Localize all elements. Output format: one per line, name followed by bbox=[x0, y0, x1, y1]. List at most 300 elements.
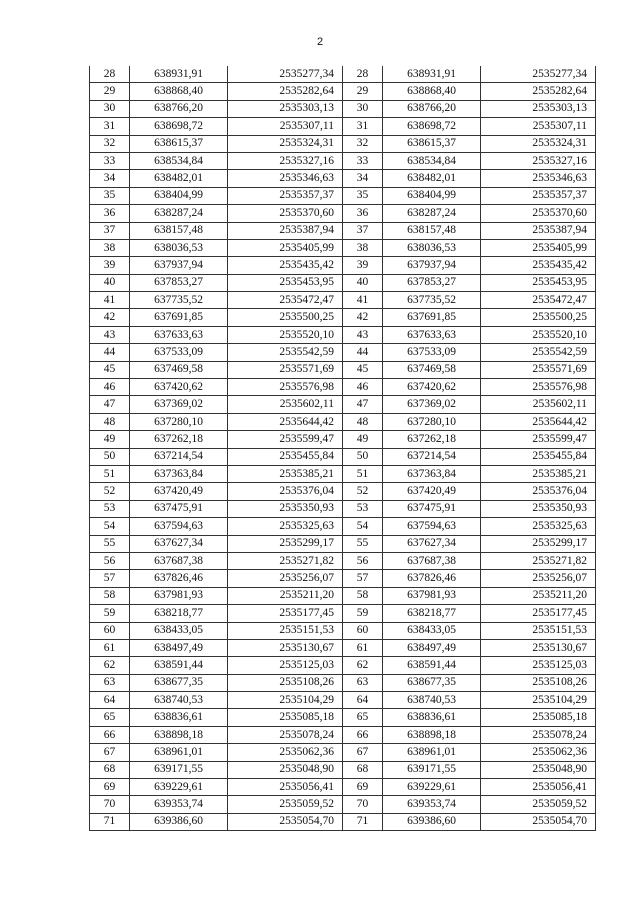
y-coordinate-cell: 2535054,70 bbox=[481, 813, 596, 830]
y-coordinate-cell: 2535303,13 bbox=[481, 100, 596, 117]
point-number-cell: 58 bbox=[343, 587, 383, 604]
table-row bbox=[90, 135, 343, 152]
table-row bbox=[343, 465, 596, 482]
x-coordinate-cell: 639353,74 bbox=[383, 796, 481, 813]
x-coordinate-cell: 637420,62 bbox=[130, 379, 228, 396]
point-number-cell: 54 bbox=[343, 518, 383, 535]
x-coordinate-cell: 637937,94 bbox=[383, 257, 481, 274]
y-coordinate-cell: 2535104,29 bbox=[481, 692, 596, 709]
table-row bbox=[343, 535, 596, 552]
y-coordinate-cell: 2535211,20 bbox=[481, 587, 596, 604]
coordinates-table-right bbox=[342, 66, 596, 831]
y-coordinate-cell: 2535453,95 bbox=[228, 274, 343, 291]
table-row bbox=[343, 761, 596, 778]
x-coordinate-cell: 637262,18 bbox=[383, 431, 481, 448]
point-number-cell: 34 bbox=[343, 170, 383, 187]
point-number-cell: 33 bbox=[90, 152, 130, 169]
point-number-cell: 31 bbox=[343, 118, 383, 135]
point-number-cell: 51 bbox=[90, 465, 130, 482]
x-coordinate-cell: 637633,63 bbox=[130, 326, 228, 343]
point-number-cell: 61 bbox=[90, 639, 130, 656]
x-coordinate-cell: 638740,53 bbox=[383, 692, 481, 709]
point-number-cell: 46 bbox=[343, 379, 383, 396]
y-coordinate-cell: 2535151,53 bbox=[481, 622, 596, 639]
table-row bbox=[90, 326, 343, 343]
table-row bbox=[90, 605, 343, 622]
point-number-cell: 37 bbox=[343, 222, 383, 239]
y-coordinate-cell: 2535520,10 bbox=[481, 326, 596, 343]
point-number-cell: 41 bbox=[343, 292, 383, 309]
table-row bbox=[343, 326, 596, 343]
x-coordinate-cell: 638482,01 bbox=[383, 170, 481, 187]
x-coordinate-cell: 638287,24 bbox=[130, 205, 228, 222]
point-number-cell: 65 bbox=[343, 709, 383, 726]
y-coordinate-cell: 2535056,41 bbox=[228, 779, 343, 796]
table-row bbox=[90, 83, 343, 100]
x-coordinate-cell: 637420,62 bbox=[383, 379, 481, 396]
x-coordinate-cell: 637262,18 bbox=[130, 431, 228, 448]
table-row bbox=[90, 570, 343, 587]
y-coordinate-cell: 2535108,26 bbox=[228, 674, 343, 691]
x-coordinate-cell: 637369,02 bbox=[130, 396, 228, 413]
table-row bbox=[343, 518, 596, 535]
point-number-cell: 47 bbox=[343, 396, 383, 413]
table-row bbox=[343, 709, 596, 726]
point-number-cell: 28 bbox=[343, 66, 383, 83]
x-coordinate-cell: 637627,34 bbox=[130, 535, 228, 552]
table-row bbox=[90, 431, 343, 448]
y-coordinate-cell: 2535325,63 bbox=[228, 518, 343, 535]
y-coordinate-cell: 2535472,47 bbox=[481, 292, 596, 309]
x-coordinate-cell: 638931,91 bbox=[383, 66, 481, 83]
x-coordinate-cell: 638433,05 bbox=[383, 622, 481, 639]
x-coordinate-cell: 637687,38 bbox=[130, 552, 228, 569]
x-coordinate-cell: 638591,44 bbox=[130, 657, 228, 674]
table-row bbox=[90, 518, 343, 535]
x-coordinate-cell: 638931,91 bbox=[130, 66, 228, 83]
x-coordinate-cell: 638287,24 bbox=[383, 205, 481, 222]
table-row bbox=[90, 674, 343, 691]
x-coordinate-cell: 638961,01 bbox=[130, 744, 228, 761]
point-number-cell: 42 bbox=[343, 309, 383, 326]
y-coordinate-cell: 2535542,59 bbox=[481, 344, 596, 361]
y-coordinate-cell: 2535435,42 bbox=[228, 257, 343, 274]
table-row bbox=[343, 796, 596, 813]
y-coordinate-cell: 2535357,37 bbox=[228, 187, 343, 204]
y-coordinate-cell: 2535104,29 bbox=[228, 692, 343, 709]
y-coordinate-cell: 2535048,90 bbox=[228, 761, 343, 778]
point-number-cell: 40 bbox=[90, 274, 130, 291]
point-number-cell: 55 bbox=[343, 535, 383, 552]
coordinates-table-left-body bbox=[90, 66, 343, 831]
point-number-cell: 44 bbox=[343, 344, 383, 361]
point-number-cell: 31 bbox=[90, 118, 130, 135]
table-row bbox=[90, 344, 343, 361]
table-row bbox=[90, 639, 343, 656]
x-coordinate-cell: 637533,09 bbox=[130, 344, 228, 361]
x-coordinate-cell: 639229,61 bbox=[130, 779, 228, 796]
x-coordinate-cell: 638677,35 bbox=[383, 674, 481, 691]
table-row bbox=[90, 483, 343, 500]
table-row bbox=[343, 744, 596, 761]
y-coordinate-cell: 2535325,63 bbox=[481, 518, 596, 535]
y-coordinate-cell: 2535387,94 bbox=[481, 222, 596, 239]
y-coordinate-cell: 2535500,25 bbox=[228, 309, 343, 326]
table-row bbox=[90, 692, 343, 709]
table-row bbox=[90, 292, 343, 309]
y-coordinate-cell: 2535599,47 bbox=[481, 431, 596, 448]
y-coordinate-cell: 2535062,36 bbox=[481, 744, 596, 761]
x-coordinate-cell: 638036,53 bbox=[130, 239, 228, 256]
table-row bbox=[343, 692, 596, 709]
x-coordinate-cell: 639171,55 bbox=[130, 761, 228, 778]
point-number-cell: 55 bbox=[90, 535, 130, 552]
x-coordinate-cell: 637981,93 bbox=[130, 587, 228, 604]
y-coordinate-cell: 2535177,45 bbox=[228, 605, 343, 622]
x-coordinate-cell: 638404,99 bbox=[383, 187, 481, 204]
y-coordinate-cell: 2535085,18 bbox=[228, 709, 343, 726]
y-coordinate-cell: 2535299,17 bbox=[481, 535, 596, 552]
x-coordinate-cell: 637420,49 bbox=[130, 483, 228, 500]
x-coordinate-cell: 638836,61 bbox=[130, 709, 228, 726]
table-row bbox=[343, 379, 596, 396]
table-row bbox=[343, 187, 596, 204]
y-coordinate-cell: 2535644,42 bbox=[228, 413, 343, 430]
x-coordinate-cell: 637594,63 bbox=[130, 518, 228, 535]
table-row bbox=[90, 779, 343, 796]
coordinates-table-right-body bbox=[343, 66, 596, 831]
y-coordinate-cell: 2535277,34 bbox=[228, 66, 343, 83]
table-row bbox=[90, 465, 343, 482]
x-coordinate-cell: 638218,77 bbox=[130, 605, 228, 622]
point-number-cell: 30 bbox=[90, 100, 130, 117]
table-row bbox=[90, 205, 343, 222]
point-number-cell: 50 bbox=[343, 448, 383, 465]
table-row bbox=[90, 274, 343, 291]
table-row bbox=[343, 500, 596, 517]
x-coordinate-cell: 639171,55 bbox=[383, 761, 481, 778]
point-number-cell: 56 bbox=[343, 552, 383, 569]
point-number-cell: 49 bbox=[343, 431, 383, 448]
x-coordinate-cell: 638157,48 bbox=[383, 222, 481, 239]
x-coordinate-cell: 637475,91 bbox=[383, 500, 481, 517]
table-row bbox=[90, 170, 343, 187]
point-number-cell: 43 bbox=[343, 326, 383, 343]
y-coordinate-cell: 2535059,52 bbox=[481, 796, 596, 813]
table-row bbox=[343, 396, 596, 413]
y-coordinate-cell: 2535059,52 bbox=[228, 796, 343, 813]
y-coordinate-cell: 2535602,11 bbox=[228, 396, 343, 413]
point-number-cell: 60 bbox=[343, 622, 383, 639]
point-number-cell: 45 bbox=[90, 361, 130, 378]
x-coordinate-cell: 638766,20 bbox=[130, 100, 228, 117]
point-number-cell: 48 bbox=[343, 413, 383, 430]
y-coordinate-cell: 2535130,67 bbox=[481, 639, 596, 656]
point-number-cell: 57 bbox=[90, 570, 130, 587]
y-coordinate-cell: 2535385,21 bbox=[481, 465, 596, 482]
point-number-cell: 64 bbox=[90, 692, 130, 709]
x-coordinate-cell: 639353,74 bbox=[130, 796, 228, 813]
y-coordinate-cell: 2535282,64 bbox=[481, 83, 596, 100]
table-row bbox=[90, 396, 343, 413]
point-number-cell: 43 bbox=[90, 326, 130, 343]
table-row bbox=[343, 83, 596, 100]
point-number-cell: 51 bbox=[343, 465, 383, 482]
y-coordinate-cell: 2535455,84 bbox=[481, 448, 596, 465]
table-row bbox=[90, 66, 343, 83]
x-coordinate-cell: 638898,18 bbox=[383, 726, 481, 743]
table-row bbox=[343, 413, 596, 430]
y-coordinate-cell: 2535599,47 bbox=[228, 431, 343, 448]
point-number-cell: 29 bbox=[343, 83, 383, 100]
y-coordinate-cell: 2535370,60 bbox=[481, 205, 596, 222]
y-coordinate-cell: 2535405,99 bbox=[481, 239, 596, 256]
point-number-cell: 30 bbox=[343, 100, 383, 117]
x-coordinate-cell: 637981,93 bbox=[383, 587, 481, 604]
point-number-cell: 32 bbox=[90, 135, 130, 152]
y-coordinate-cell: 2535350,93 bbox=[481, 500, 596, 517]
table-row bbox=[90, 761, 343, 778]
y-coordinate-cell: 2535376,04 bbox=[228, 483, 343, 500]
y-coordinate-cell: 2535405,99 bbox=[228, 239, 343, 256]
x-coordinate-cell: 637826,46 bbox=[130, 570, 228, 587]
table-row bbox=[90, 152, 343, 169]
y-coordinate-cell: 2535056,41 bbox=[481, 779, 596, 796]
x-coordinate-cell: 638433,05 bbox=[130, 622, 228, 639]
point-number-cell: 37 bbox=[90, 222, 130, 239]
point-number-cell: 71 bbox=[90, 813, 130, 830]
x-coordinate-cell: 638836,61 bbox=[383, 709, 481, 726]
table-row bbox=[343, 570, 596, 587]
point-number-cell: 45 bbox=[343, 361, 383, 378]
table-row bbox=[343, 552, 596, 569]
x-coordinate-cell: 637363,84 bbox=[130, 465, 228, 482]
table-row bbox=[343, 292, 596, 309]
table-row bbox=[343, 726, 596, 743]
x-coordinate-cell: 638698,72 bbox=[383, 118, 481, 135]
point-number-cell: 62 bbox=[343, 657, 383, 674]
table-row bbox=[343, 674, 596, 691]
y-coordinate-cell: 2535576,98 bbox=[228, 379, 343, 396]
table-row bbox=[343, 448, 596, 465]
point-number-cell: 46 bbox=[90, 379, 130, 396]
y-coordinate-cell: 2535078,24 bbox=[481, 726, 596, 743]
x-coordinate-cell: 638698,72 bbox=[130, 118, 228, 135]
table-row bbox=[343, 152, 596, 169]
x-coordinate-cell: 637469,58 bbox=[383, 361, 481, 378]
table-row bbox=[90, 100, 343, 117]
table-row bbox=[90, 379, 343, 396]
y-coordinate-cell: 2535125,03 bbox=[481, 657, 596, 674]
y-coordinate-cell: 2535370,60 bbox=[228, 205, 343, 222]
table-row bbox=[90, 239, 343, 256]
x-coordinate-cell: 638615,37 bbox=[383, 135, 481, 152]
point-number-cell: 65 bbox=[90, 709, 130, 726]
y-coordinate-cell: 2535125,03 bbox=[228, 657, 343, 674]
point-number-cell: 53 bbox=[90, 500, 130, 517]
point-number-cell: 32 bbox=[343, 135, 383, 152]
table-row bbox=[343, 344, 596, 361]
point-number-cell: 67 bbox=[90, 744, 130, 761]
y-coordinate-cell: 2535054,70 bbox=[228, 813, 343, 830]
y-coordinate-cell: 2535307,11 bbox=[228, 118, 343, 135]
table-row bbox=[343, 639, 596, 656]
point-number-cell: 41 bbox=[90, 292, 130, 309]
x-coordinate-cell: 637214,54 bbox=[130, 448, 228, 465]
point-number-cell: 35 bbox=[90, 187, 130, 204]
table-row bbox=[343, 257, 596, 274]
x-coordinate-cell: 637937,94 bbox=[130, 257, 228, 274]
point-number-cell: 33 bbox=[343, 152, 383, 169]
x-coordinate-cell: 639386,60 bbox=[130, 813, 228, 830]
y-coordinate-cell: 2535500,25 bbox=[481, 309, 596, 326]
y-coordinate-cell: 2535303,13 bbox=[228, 100, 343, 117]
x-coordinate-cell: 638534,84 bbox=[130, 152, 228, 169]
x-coordinate-cell: 638615,37 bbox=[130, 135, 228, 152]
x-coordinate-cell: 638534,84 bbox=[383, 152, 481, 169]
x-coordinate-cell: 637853,27 bbox=[130, 274, 228, 291]
table-row bbox=[343, 309, 596, 326]
table-row bbox=[90, 796, 343, 813]
x-coordinate-cell: 637594,63 bbox=[383, 518, 481, 535]
y-coordinate-cell: 2535211,20 bbox=[228, 587, 343, 604]
y-coordinate-cell: 2535062,36 bbox=[228, 744, 343, 761]
point-number-cell: 67 bbox=[343, 744, 383, 761]
point-number-cell: 54 bbox=[90, 518, 130, 535]
point-number-cell: 57 bbox=[343, 570, 383, 587]
table-row bbox=[343, 622, 596, 639]
y-coordinate-cell: 2535346,63 bbox=[228, 170, 343, 187]
point-number-cell: 38 bbox=[343, 239, 383, 256]
point-number-cell: 35 bbox=[343, 187, 383, 204]
y-coordinate-cell: 2535299,17 bbox=[228, 535, 343, 552]
point-number-cell: 28 bbox=[90, 66, 130, 83]
point-number-cell: 39 bbox=[90, 257, 130, 274]
y-coordinate-cell: 2535085,18 bbox=[481, 709, 596, 726]
point-number-cell: 63 bbox=[90, 674, 130, 691]
table-row bbox=[343, 205, 596, 222]
point-number-cell: 53 bbox=[343, 500, 383, 517]
table-row bbox=[90, 448, 343, 465]
point-number-cell: 60 bbox=[90, 622, 130, 639]
table-row bbox=[343, 605, 596, 622]
y-coordinate-cell: 2535453,95 bbox=[481, 274, 596, 291]
point-number-cell: 68 bbox=[343, 761, 383, 778]
point-number-cell: 49 bbox=[90, 431, 130, 448]
table-row bbox=[343, 66, 596, 83]
point-number-cell: 50 bbox=[90, 448, 130, 465]
y-coordinate-cell: 2535108,26 bbox=[481, 674, 596, 691]
y-coordinate-cell: 2535571,69 bbox=[481, 361, 596, 378]
x-coordinate-cell: 638404,99 bbox=[130, 187, 228, 204]
table-row bbox=[90, 535, 343, 552]
table-row bbox=[90, 309, 343, 326]
x-coordinate-cell: 638218,77 bbox=[383, 605, 481, 622]
x-coordinate-cell: 637627,34 bbox=[383, 535, 481, 552]
x-coordinate-cell: 638677,35 bbox=[130, 674, 228, 691]
x-coordinate-cell: 638497,49 bbox=[383, 639, 481, 656]
table-row bbox=[90, 709, 343, 726]
y-coordinate-cell: 2535151,53 bbox=[228, 622, 343, 639]
point-number-cell: 69 bbox=[90, 779, 130, 796]
point-number-cell: 52 bbox=[343, 483, 383, 500]
y-coordinate-cell: 2535130,67 bbox=[228, 639, 343, 656]
x-coordinate-cell: 637475,91 bbox=[130, 500, 228, 517]
y-coordinate-cell: 2535078,24 bbox=[228, 726, 343, 743]
y-coordinate-cell: 2535048,90 bbox=[481, 761, 596, 778]
y-coordinate-cell: 2535376,04 bbox=[481, 483, 596, 500]
x-coordinate-cell: 637633,63 bbox=[383, 326, 481, 343]
y-coordinate-cell: 2535277,34 bbox=[481, 66, 596, 83]
x-coordinate-cell: 638497,49 bbox=[130, 639, 228, 656]
point-number-cell: 69 bbox=[343, 779, 383, 796]
table-row bbox=[343, 779, 596, 796]
table-row bbox=[343, 222, 596, 239]
table-row bbox=[90, 257, 343, 274]
x-coordinate-cell: 637420,49 bbox=[383, 483, 481, 500]
table-row bbox=[343, 239, 596, 256]
x-coordinate-cell: 638868,40 bbox=[383, 83, 481, 100]
point-number-cell: 70 bbox=[90, 796, 130, 813]
x-coordinate-cell: 637691,85 bbox=[130, 309, 228, 326]
coordinates-table-left bbox=[89, 66, 343, 831]
table-row bbox=[90, 587, 343, 604]
x-coordinate-cell: 637369,02 bbox=[383, 396, 481, 413]
table-row bbox=[343, 118, 596, 135]
y-coordinate-cell: 2535520,10 bbox=[228, 326, 343, 343]
y-coordinate-cell: 2535177,45 bbox=[481, 605, 596, 622]
point-number-cell: 61 bbox=[343, 639, 383, 656]
table-row bbox=[90, 726, 343, 743]
table-row bbox=[90, 552, 343, 569]
x-coordinate-cell: 638898,18 bbox=[130, 726, 228, 743]
point-number-cell: 63 bbox=[343, 674, 383, 691]
x-coordinate-cell: 637735,52 bbox=[383, 292, 481, 309]
y-coordinate-cell: 2535271,82 bbox=[481, 552, 596, 569]
table-row bbox=[90, 222, 343, 239]
x-coordinate-cell: 637853,27 bbox=[383, 274, 481, 291]
table-row bbox=[343, 100, 596, 117]
point-number-cell: 38 bbox=[90, 239, 130, 256]
point-number-cell: 47 bbox=[90, 396, 130, 413]
table-row bbox=[343, 274, 596, 291]
y-coordinate-cell: 2535324,31 bbox=[228, 135, 343, 152]
point-number-cell: 44 bbox=[90, 344, 130, 361]
table-row bbox=[343, 361, 596, 378]
page-number: 2 bbox=[316, 36, 324, 48]
y-coordinate-cell: 2535256,07 bbox=[481, 570, 596, 587]
y-coordinate-cell: 2535256,07 bbox=[228, 570, 343, 587]
y-coordinate-cell: 2535571,69 bbox=[228, 361, 343, 378]
point-number-cell: 29 bbox=[90, 83, 130, 100]
x-coordinate-cell: 638157,48 bbox=[130, 222, 228, 239]
x-coordinate-cell: 637214,54 bbox=[383, 448, 481, 465]
y-coordinate-cell: 2535602,11 bbox=[481, 396, 596, 413]
x-coordinate-cell: 638591,44 bbox=[383, 657, 481, 674]
table-row bbox=[343, 813, 596, 830]
point-number-cell: 40 bbox=[343, 274, 383, 291]
x-coordinate-cell: 637687,38 bbox=[383, 552, 481, 569]
table-row bbox=[90, 118, 343, 135]
point-number-cell: 34 bbox=[90, 170, 130, 187]
table-row bbox=[90, 413, 343, 430]
x-coordinate-cell: 637363,84 bbox=[383, 465, 481, 482]
point-number-cell: 68 bbox=[90, 761, 130, 778]
point-number-cell: 59 bbox=[90, 605, 130, 622]
table-row bbox=[90, 361, 343, 378]
y-coordinate-cell: 2535542,59 bbox=[228, 344, 343, 361]
table-row bbox=[343, 431, 596, 448]
